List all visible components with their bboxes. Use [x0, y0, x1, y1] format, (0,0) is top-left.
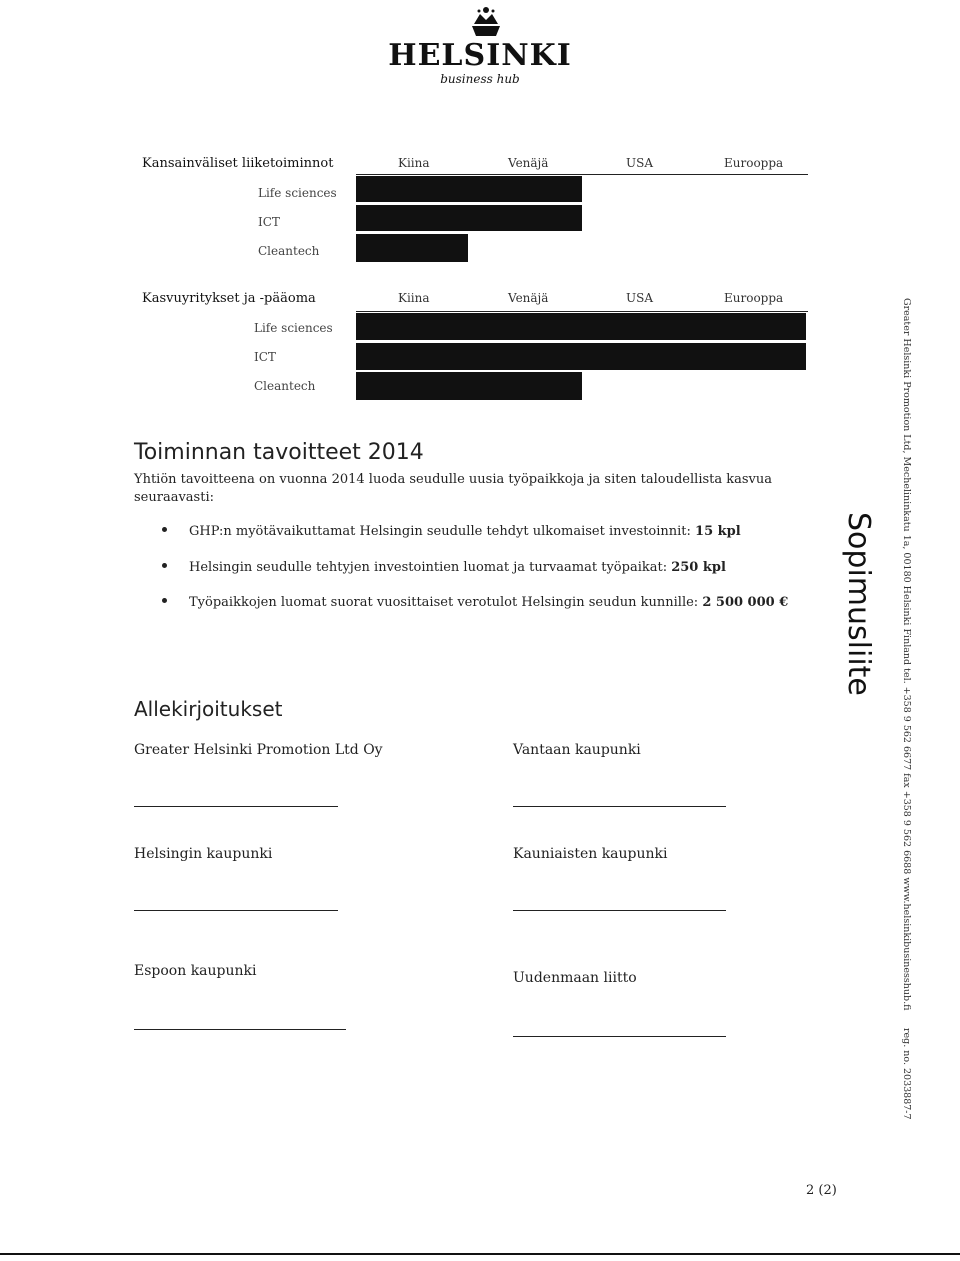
growth-title: Kasvuyritykset ja -pääoma	[142, 291, 316, 306]
signature-party-ghp: Greater Helsinki Promotion Ltd Oy	[134, 742, 383, 758]
goals-heading: Toiminnan tavoitteet 2014	[134, 440, 424, 465]
growth-cell-life-sciences	[356, 313, 806, 340]
side-contact-text: Greater Helsinki Promotion Ltd, Mechelininkatu 1a, 00180 Helsinki Finland tel. +358 9 562 6677 fax +358 9 562 6688 www.helsinkibusinesshub.fi	[901, 298, 912, 1011]
goal-bullet-tax-text: Työpaikkojen luomat suorat vuosittaiset verotulot Helsingin seudun kunnille:	[189, 595, 703, 610]
signature-party-vantaa: Vantaan kaupunki	[513, 742, 641, 758]
goal-bullet-jobs	[162, 560, 726, 575]
goal-bullet-investments	[162, 524, 741, 539]
growth-col-usa: USA	[626, 291, 653, 305]
international-row-life-sciences: Life sciences	[258, 186, 337, 200]
international-cell-cleantech	[356, 234, 468, 262]
growth-row-ict: ICT	[254, 350, 276, 364]
helsinki-crest-icon	[466, 2, 506, 40]
goal-bullet-tax-value: 2 500 000 €	[702, 595, 789, 610]
bottom-rule	[0, 1253, 960, 1255]
side-contact	[898, 298, 960, 1011]
signature-line-vantaa[interactable]	[513, 806, 726, 807]
goals-intro-line-1: Yhtiön tavoitteena on vuonna 2014 luoda seudulle uusia työpaikkoja ja siten taloudellista kasvua	[134, 472, 773, 487]
goal-bullet-investments-text: GHP:n myötävaikuttamat Helsingin seudulle tehdyt ulkomaiset investoinnit:	[189, 524, 696, 539]
signature-line-kauniainen[interactable]	[513, 910, 726, 911]
international-title: Kansainväliset liiketoiminnot	[142, 156, 334, 171]
goal-bullet-tax	[162, 595, 788, 610]
side-title	[836, 512, 876, 752]
goal-bullet-investments-value: 15 kpl	[695, 524, 741, 539]
signature-party-kauniainen: Kauniaisten kaupunki	[513, 846, 668, 862]
growth-header-rule	[356, 311, 808, 312]
signatures-heading: Allekirjoitukset	[134, 697, 283, 721]
growth-col-china: Kiina	[398, 291, 430, 305]
international-col-usa: USA	[626, 156, 653, 170]
international-header-rule	[356, 174, 808, 175]
growth-row-cleantech: Cleantech	[254, 379, 316, 393]
growth-cell-ict	[356, 343, 806, 370]
signature-line-helsinki[interactable]	[134, 910, 338, 911]
logo-subtitle: business hub	[440, 72, 520, 86]
page-number: 2 (2)	[806, 1183, 837, 1198]
international-cell-ict	[356, 205, 582, 231]
goal-bullet-jobs-text: Helsingin seudulle tehtyjen investointien luomat ja turvaamat työpaikat:	[189, 560, 672, 575]
logo-name: HELSINKI	[388, 38, 572, 73]
side-reg-text: reg. no. 2033887-7	[901, 1028, 912, 1120]
bullet-dot	[162, 598, 167, 603]
signature-party-helsinki: Helsingin kaupunki	[134, 846, 273, 862]
international-col-russia: Venäjä	[508, 156, 549, 170]
international-row-cleantech: Cleantech	[258, 244, 320, 258]
growth-col-europe: Eurooppa	[724, 291, 784, 305]
international-cell-life-sciences	[356, 176, 582, 202]
international-col-europe: Eurooppa	[724, 156, 784, 170]
international-row-ict: ICT	[258, 215, 280, 229]
growth-row-life-sciences: Life sciences	[254, 321, 333, 335]
goal-bullet-jobs-value: 250 kpl	[671, 560, 726, 575]
bullet-dot	[162, 527, 167, 532]
signature-line-ghp[interactable]	[134, 806, 338, 807]
international-col-china: Kiina	[398, 156, 430, 170]
side-title-text: Sopimusliite	[841, 512, 876, 696]
bullet-dot	[162, 563, 167, 568]
growth-cell-cleantech	[356, 372, 582, 400]
signature-line-espoo[interactable]	[134, 1029, 346, 1030]
side-reg	[898, 1028, 960, 1120]
signature-line-uusimaa[interactable]	[513, 1036, 726, 1037]
signature-party-espoo: Espoon kaupunki	[134, 963, 257, 979]
goals-intro-line-2: seuraavasti:	[134, 490, 214, 505]
growth-col-russia: Venäjä	[508, 291, 549, 305]
signature-party-uusimaa: Uudenmaan liitto	[513, 970, 637, 986]
